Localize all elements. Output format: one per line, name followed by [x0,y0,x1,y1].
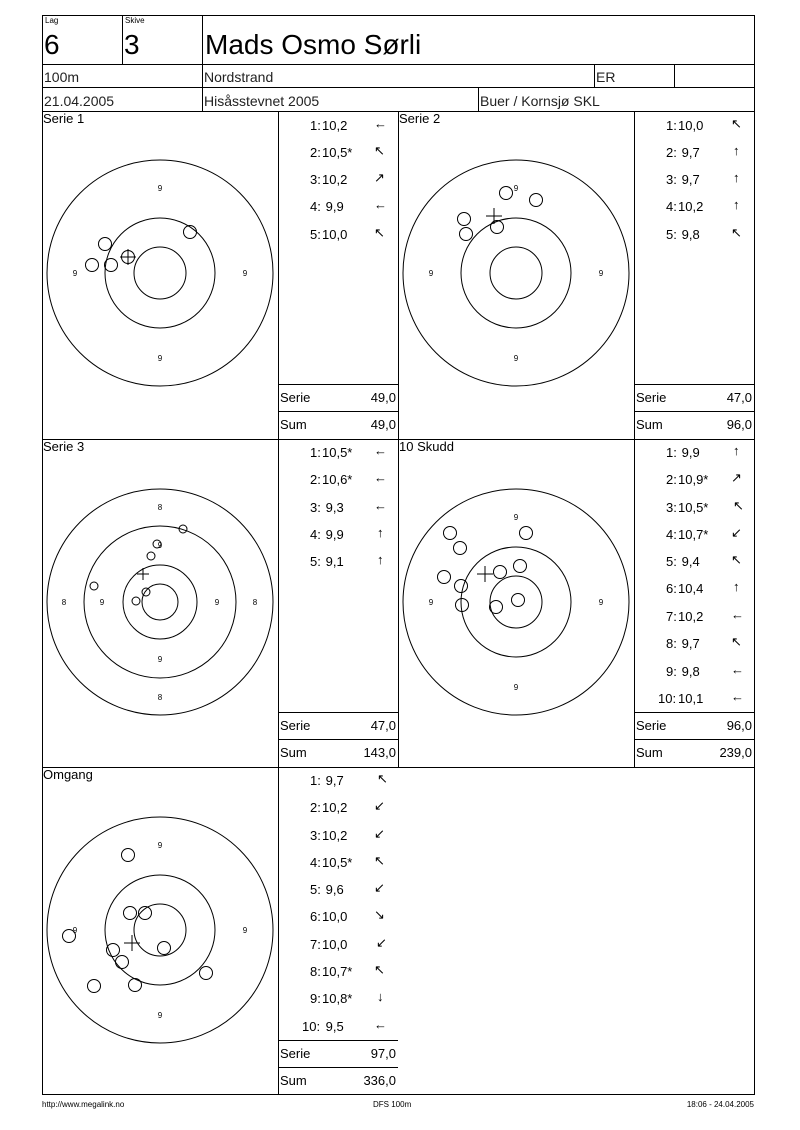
skive-value: 3 [124,29,140,60]
shot-hole [124,907,137,920]
shot-score: 10,2 [678,199,704,214]
shot-score: 10,4 [678,581,704,596]
ring-label: 9 [214,598,220,607]
shot-score: 9,7 [678,145,700,160]
shot-number: 1: [310,445,321,460]
ring-label: 9 [157,354,163,363]
shot-number: 4: [666,199,677,214]
direction-arrow-icon: ← [374,116,387,131]
shot-hole [122,849,135,862]
ring-label: 9 [513,683,519,692]
event-name: Hisåsstevnet 2005 [204,93,320,109]
direction-arrow-icon: ↑ [377,525,384,540]
ring-label: 9 [157,655,163,664]
direction-arrow-icon: ↙ [376,935,387,950]
shot-score: 9,1 [322,554,344,569]
direction-arrow-icon: ↖ [374,962,385,977]
ring-label: 9 [72,926,78,935]
shot-score: 10,5* [322,145,353,160]
direction-arrow-icon: ↙ [374,880,385,895]
shot-number: 8: [310,964,321,979]
ring-label: 9 [428,598,434,607]
ring-label: 9 [157,184,163,193]
direction-arrow-icon: ← [731,689,744,704]
sum-value: 96,0 [726,417,752,432]
ring-label: 9 [428,269,434,278]
direction-arrow-icon: ↗ [731,470,742,485]
panel-title: Serie 3 [43,439,85,454]
direction-arrow-icon: ↗ [374,170,385,185]
sum-value: 143,0 [363,745,396,760]
shot-number: 7: [666,609,677,624]
direction-arrow-icon: ↖ [377,771,388,786]
direction-arrow-icon: ↙ [374,798,385,813]
ring-label: 9 [598,598,604,607]
panel-title: Serie 1 [43,111,85,126]
sum-label: Sum [636,745,663,760]
ring-label: 8 [157,693,163,702]
serie-value: 47,0 [726,390,752,405]
shot-number: 9: [666,664,677,679]
shot-number: 10: [302,1019,321,1034]
shot-number: 7: [310,937,321,952]
shot-number: 2: [666,472,677,487]
shot-score: 10,5* [678,500,709,515]
shot-score: 9,3 [322,500,344,515]
shot-score: 9,7 [678,636,700,651]
sum-label: Sum [280,417,307,432]
sum-label: Sum [280,1073,307,1088]
shot-number: 2: [310,472,321,487]
center-cross [124,935,140,951]
shot-number: 2: [310,145,321,160]
serie-value: 97,0 [370,1046,396,1061]
shot-score: 9,9 [322,199,344,214]
shot-score: 10,2 [322,172,348,187]
distance: 100m [44,69,80,85]
direction-arrow-icon: ↖ [731,116,742,131]
shot-number: 3: [666,172,677,187]
shot-score: 9,8 [678,664,700,679]
ring-label: 8 [157,503,163,512]
footer-program: DFS 100m [373,1100,412,1109]
location: Buer / Kornsjø SKL [480,93,600,109]
sum-value: 336,0 [363,1073,396,1088]
direction-arrow-icon: ↑ [733,170,740,185]
shot-hole [129,979,142,992]
shot-hole [158,942,171,955]
shot-number: 3: [310,500,321,515]
shot-score: 10,0 [322,909,348,924]
ring-label: 9 [513,354,519,363]
ring-label: 9 [242,269,248,278]
direction-arrow-icon: ↑ [733,579,740,594]
shot-number: 6: [666,581,677,596]
shot-number: 5: [666,554,677,569]
shot-hole [200,967,213,980]
shot-score: 10,0 [678,118,704,133]
shot-number: 4: [310,855,321,870]
shot-score: 9,9 [678,445,700,460]
lag-label: Lag [45,16,59,25]
direction-arrow-icon: ↑ [377,552,384,567]
ring-label: 9 [513,513,519,522]
shot-score: 10,0 [322,937,348,952]
shot-number: 5: [310,227,321,242]
shot-score: 10,0 [322,227,348,242]
shot-number: 4: [310,199,321,214]
direction-arrow-icon: ↑ [733,197,740,212]
shot-number: 1: [666,445,677,460]
direction-arrow-icon: ↖ [374,143,385,158]
direction-arrow-icon: ↖ [374,225,385,240]
footer-timestamp: 18:06 - 24.04.2005 [686,1100,754,1109]
direction-arrow-icon: ← [374,498,387,513]
direction-arrow-icon: ← [731,662,744,677]
direction-arrow-icon: ↖ [731,225,742,240]
shot-number: 2: [666,145,677,160]
shot-number: 3: [666,500,677,515]
shot-score: 10,2 [322,828,348,843]
shot-score: 9,5 [322,1019,344,1034]
sum-value: 239,0 [719,745,752,760]
lag-value: 6 [44,29,60,60]
shot-score: 9,9 [322,527,344,542]
shot-score: 10,2 [322,800,348,815]
shot-score: 9,7 [322,773,344,788]
shot-score: 10,5* [322,445,353,460]
ring-label: 8 [61,598,67,607]
serie-value: 49,0 [370,390,396,405]
shot-number: 2: [310,800,321,815]
serie-label: Serie [636,390,667,405]
shot-number: 5: [666,227,677,242]
sum-value: 49,0 [370,417,396,432]
shot-hole [88,980,101,993]
ring-label: 9 [157,1011,163,1020]
shot-score: 10,7* [322,964,353,979]
serie-label: Serie [280,390,311,405]
direction-arrow-icon: ↖ [731,634,742,649]
date: 21.04.2005 [44,93,115,109]
shot-score: 10,2 [678,609,704,624]
shot-score: 10,2 [322,118,348,133]
direction-arrow-icon: ↙ [374,826,385,841]
footer-link[interactable]: http://www.megalink.no [42,1100,125,1109]
direction-arrow-icon: ↖ [731,552,742,567]
panel-title: Serie 2 [399,111,441,126]
serie-label: Serie [280,718,311,733]
direction-arrow-icon: ↖ [733,498,744,513]
direction-arrow-icon: ← [374,443,387,458]
serie-value: 96,0 [726,718,752,733]
shot-number: 1: [666,118,677,133]
ring-label: 9 [598,269,604,278]
skive-label: Skive [125,16,145,25]
shot-number: 5: [310,554,321,569]
direction-arrow-icon: ← [374,1017,387,1032]
ring-label: 9 [513,184,519,193]
shot-number: 4: [310,527,321,542]
shot-score: 9,7 [678,172,700,187]
direction-arrow-icon: ← [731,607,744,622]
direction-arrow-icon: ↑ [733,143,740,158]
serie-label: Serie [636,718,667,733]
shot-score: 10,8* [322,991,353,1006]
shot-score: 10,5* [322,855,353,870]
shot-number: 6: [310,909,321,924]
shot-score: 9,4 [678,554,700,569]
direction-arrow-icon: ↓ [377,989,384,1004]
shot-number: 9: [310,991,321,1006]
shot-number: 3: [310,172,321,187]
shot-number: 5: [310,882,321,897]
panel-title: Omgang [43,767,93,782]
ring-label: 9 [99,598,105,607]
ring-label: 9 [72,269,78,278]
direction-arrow-icon: ← [374,197,387,212]
direction-arrow-icon: ↘ [374,907,385,922]
direction-arrow-icon: ↙ [731,525,742,540]
shooter-name: Mads Osmo Sørli [205,29,422,60]
direction-arrow-icon: ↑ [733,443,740,458]
ring-label: 8 [252,598,258,607]
shot-score: 10,7* [678,527,709,542]
class: ER [596,69,616,85]
shot-number: 8: [666,636,677,651]
shot-number: 1: [310,773,321,788]
shot-score: 10,1 [678,691,704,706]
ring-label: 9 [242,926,248,935]
serie-value: 47,0 [370,718,396,733]
serie-label: Serie [280,1046,311,1061]
ring-label: 9 [157,841,163,850]
shot-score: 9,8 [678,227,700,242]
club: Nordstrand [204,69,274,85]
shot-score: 9,6 [322,882,344,897]
shot-number: 10: [658,691,677,706]
panel-title: 10 Skudd [399,439,454,454]
shot-number: 3: [310,828,321,843]
sum-label: Sum [280,745,307,760]
shot-number: 1: [310,118,321,133]
ring-label: 9 [157,541,163,550]
shot-score: 10,9* [678,472,709,487]
direction-arrow-icon: ↖ [374,853,385,868]
shot-hole [116,956,129,969]
sum-label: Sum [636,417,663,432]
shot-number: 4: [666,527,677,542]
direction-arrow-icon: ← [374,470,387,485]
shot-score: 10,6* [322,472,353,487]
